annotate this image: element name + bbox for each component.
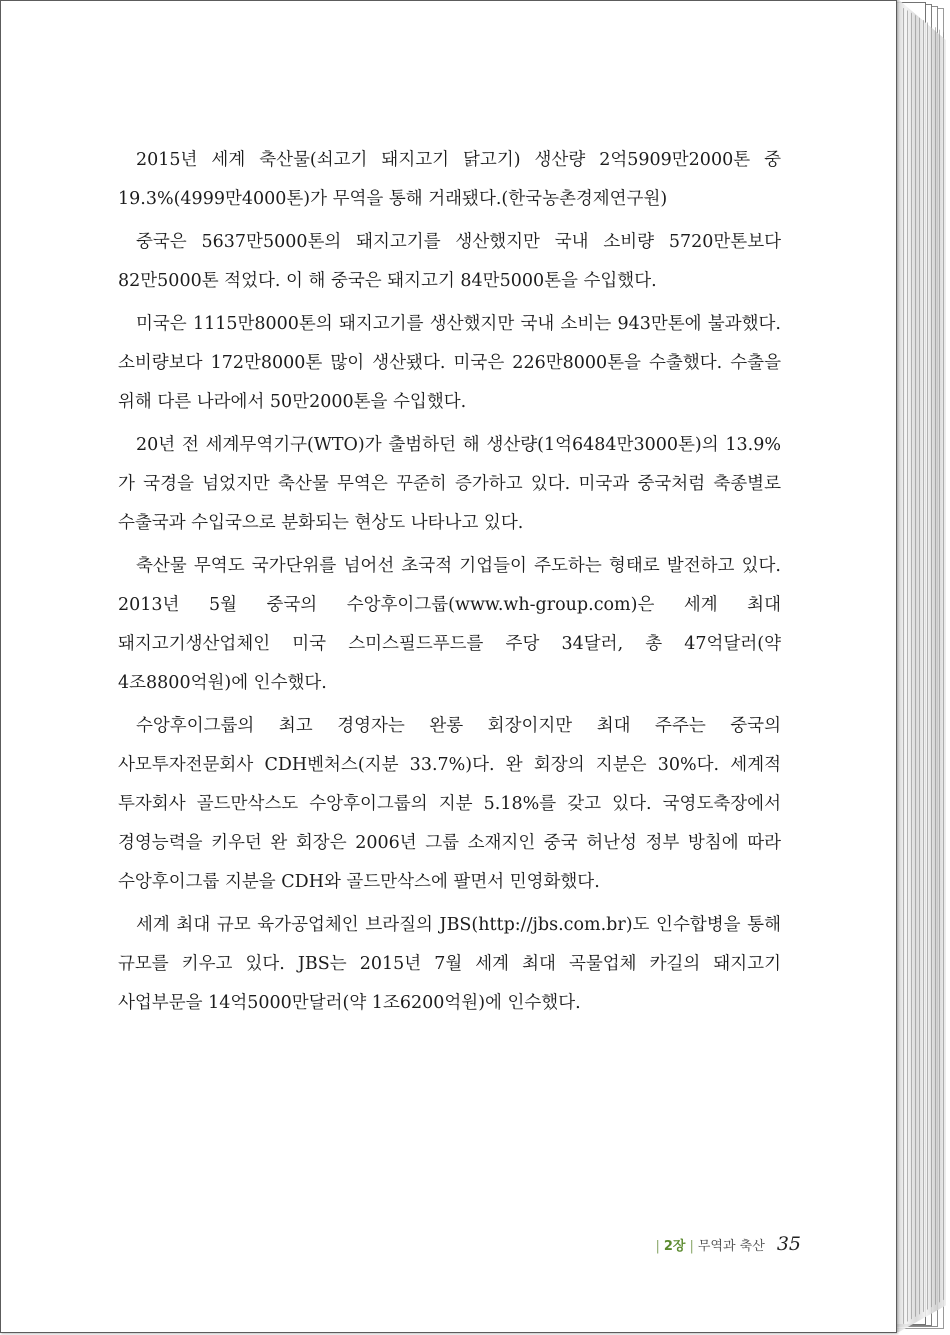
page-footer [601, 1233, 801, 1259]
paragraph: 미국은 1115만8000톤의 돼지고기를 생산했지만 국내 소비는 943만톤에 불과했다. 소비량보다 172만8000톤 많이 생산됐다. 미국은 226만8000톤을 수출했다. 수출을 위해 다른 나라에서 50만2000톤을 수입했다. [118, 314, 781, 412]
paragraph: 수앙후이그룹의 최고 경영자는 완롱 회장이지만 최대 주주는 중국의 사모투자전문회사 CDH벤처스(지분 33.7%)다. 완 회장의 지분은 30%다. 세계적 투자회사 골드만삭스도 수앙후이그룹의 지분 5.18%를 갖고 있다. 국영도축장에서 경영능력을 키우던 완 회장은 2006년 그룹 소재지인 중국 허난성 정부 방침에 따라 수앙후이그룹 지분을 CDH와 골드만삭스에 팔면서 민영화했다. [118, 716, 781, 892]
paragraph: 20년 전 세계무역기구(WTO)가 출범하던 해 생산량(1억6484만3000톤)의 13.9%가 국경을 넘었지만 축산물 무역은 꾸준히 증가하고 있다. 미국과 중국처럼 축종별로 수출국과 수입국으로 분화되는 현상도 나타나고 있다. [118, 435, 781, 533]
paragraph: 축산물 무역도 국가단위를 넘어선 초국적 기업들이 주도하는 형태로 발전하고 있다. 2013년 5월 중국의 수앙후이그룹(www.wh-group.com)은 세계 최대 돼지고기생산업체인 미국 스미스필드푸드를 주당 34달러, 총 47억달러(약 4조8800억원)에 인수했다. [118, 556, 781, 693]
body-text [118, 141, 781, 1027]
chapter-label: 2장 [663, 1239, 686, 1254]
page-number: 35 [776, 1233, 801, 1255]
paragraph: 세계 최대 규모 육가공업체인 브라질의 JBS(http://jbs.com.br)도 인수합병을 통해 규모를 키우고 있다. JBS는 2015년 7월 세계 최대 곡물업체 카길의 돼지고기 사업부문을 14억5000만달러(약 1조6200억원)에 인수했다. [118, 915, 781, 1013]
footer-separator: | [689, 1239, 694, 1254]
paragraph: 중국은 5637만5000톤의 돼지고기를 생산했지만 국내 소비량 5720만톤보다 82만5000톤 적었다. 이 해 중국은 돼지고기 84만5000톤을 수입했다. [118, 232, 781, 291]
paragraph: 2015년 세계 축산물(쇠고기 돼지고기 닭고기) 생산량 2억5909만2000톤 중 19.3%(4999만4000톤)가 무역을 통해 거래됐다.(한국농촌경제연구원) [118, 150, 781, 209]
section-title: 무역과 축산 [697, 1239, 765, 1254]
footer-separator: | [655, 1239, 660, 1254]
book-thickness-lines [900, 6, 944, 1326]
